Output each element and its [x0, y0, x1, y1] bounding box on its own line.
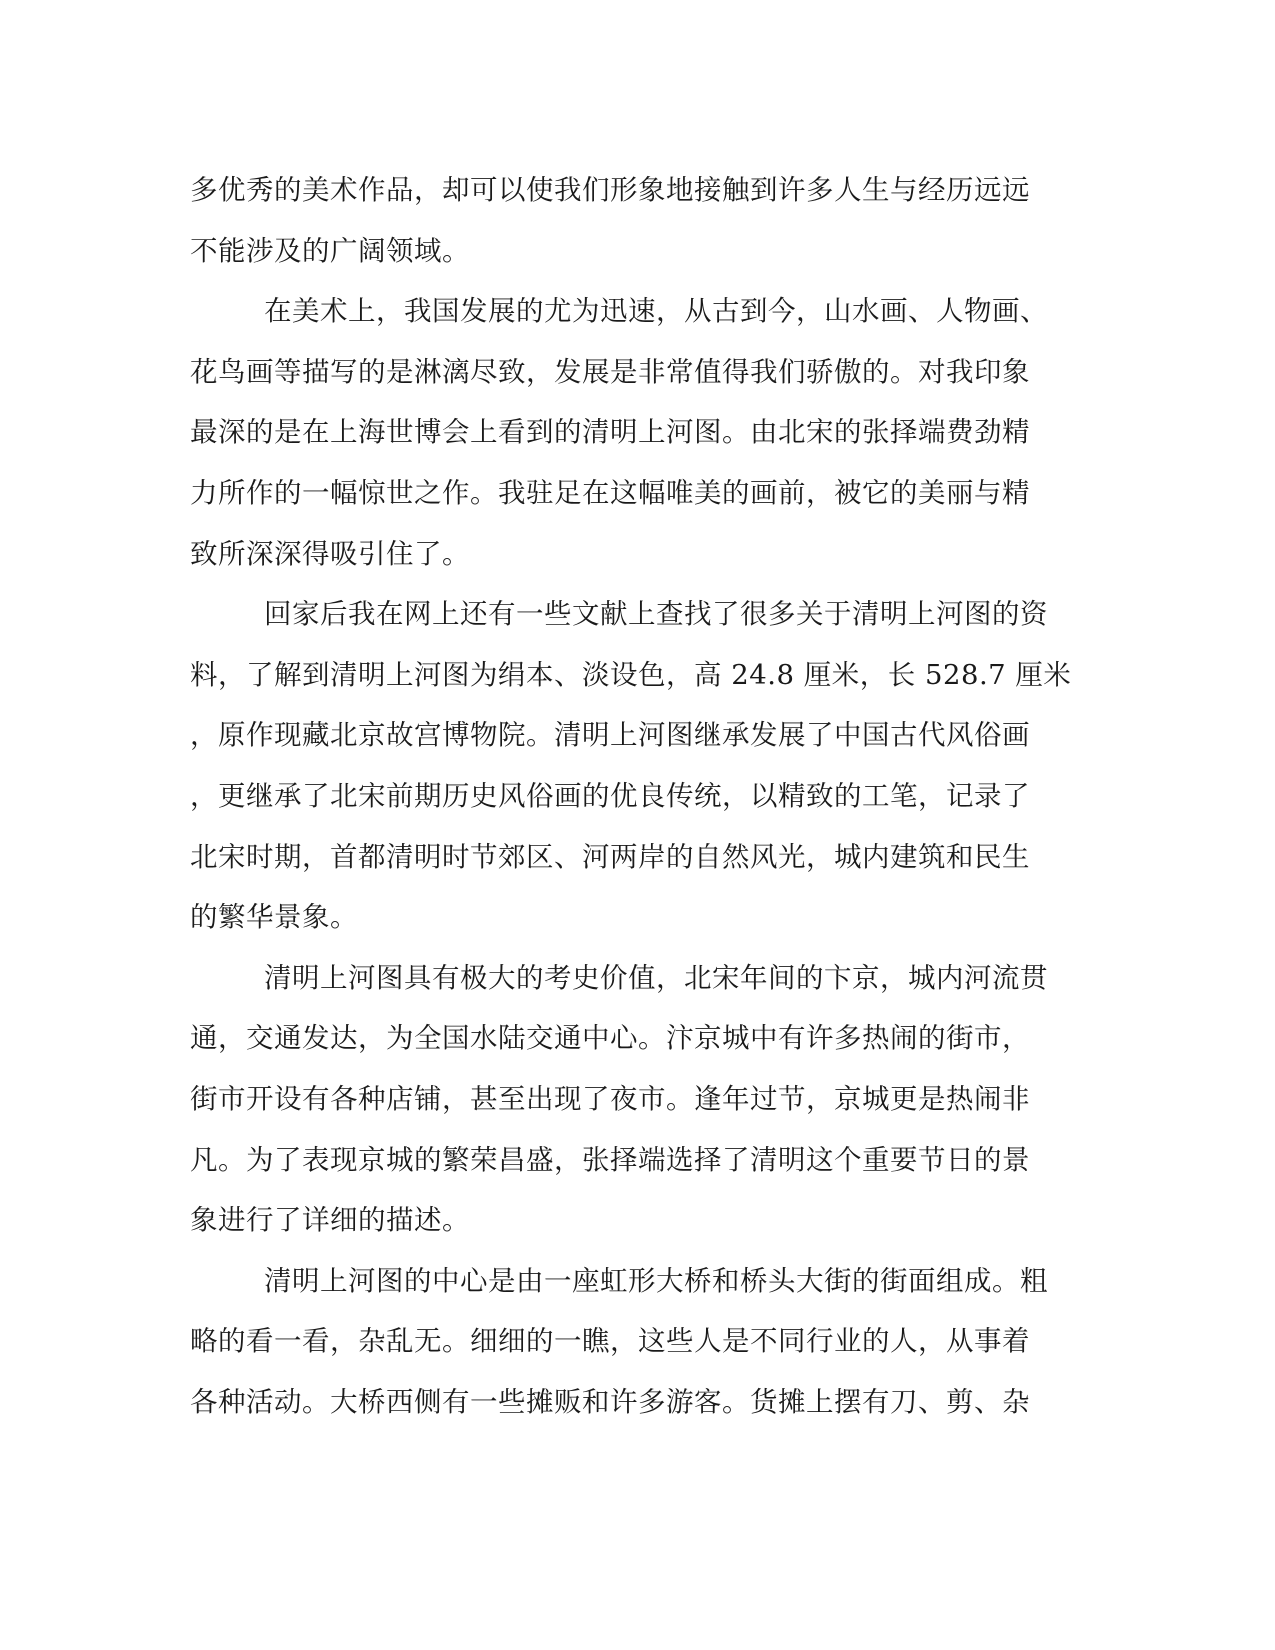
text-line: 清明上河图的中心是由一座虹形大桥和桥头大街的街面组成。粗	[264, 1264, 1048, 1297]
text-line: 力所作的一幅惊世之作。我驻足在这幅唯美的画前，被它的美丽与精	[190, 476, 1030, 509]
text-line: 致所深深得吸引住了。	[190, 537, 470, 570]
text-line: 的繁华景象。	[190, 901, 358, 934]
text-line: 北宋时期，首都清明时节郊区、河两岸的自然风光，城内建筑和民生	[190, 840, 1030, 873]
text-line: 街市开设有各种店铺，甚至出现了夜市。逢年过节，京城更是热闹非	[190, 1082, 1030, 1115]
text-line: 多优秀的美术作品，却可以使我们形象地接触到许多人生与经历远远	[190, 174, 1030, 206]
body-text	[190, 160, 1085, 1432]
text-line: 最深的是在上海世博会上看到的清明上河图。由北宋的张择端费劲精	[190, 416, 1030, 449]
text-line: 在美术上，我国发展的尤为迅速，从古到今，山水画、人物画、	[264, 295, 1048, 328]
text-line: 凡。为了表现京城的繁荣昌盛，张择端选择了清明这个重要节日的景	[190, 1143, 1030, 1176]
text-line: 清明上河图具有极大的考史价值，北宋年间的卞京，城内河流贯	[264, 961, 1048, 994]
text-line: 各种活动。大桥西侧有一些摊贩和许多游客。货摊上摆有刀、剪、杂	[190, 1385, 1030, 1418]
text-line: 象进行了详细的描述。	[190, 1204, 470, 1237]
text-line: ，更继承了北宋前期历史风俗画的优良传统，以精致的工笔，记录了	[190, 779, 1030, 812]
text-line: 料，了解到清明上河图为绢本、淡设色，高 24.8 厘米，长 528.7 厘米	[190, 658, 1072, 691]
text-line: 不能涉及的广阔领域。	[190, 234, 470, 267]
text-line: 花鸟画等描写的是淋漓尽致，发展是非常值得我们骄傲的。对我印象	[190, 355, 1030, 388]
text-line: 略的看一看，杂乱无。细细的一瞧，这些人是不同行业的人，从事着	[190, 1325, 1030, 1358]
text-line: ，原作现藏北京故宫博物院。清明上河图继承发展了中国古代风俗画	[190, 719, 1030, 752]
text-line: 通，交通发达，为全国水陆交通中心。汴京城中有许多热闹的街市，	[190, 1022, 1030, 1055]
text-line: 回家后我在网上还有一些文献上查找了很多关于清明上河图的资	[264, 598, 1048, 631]
